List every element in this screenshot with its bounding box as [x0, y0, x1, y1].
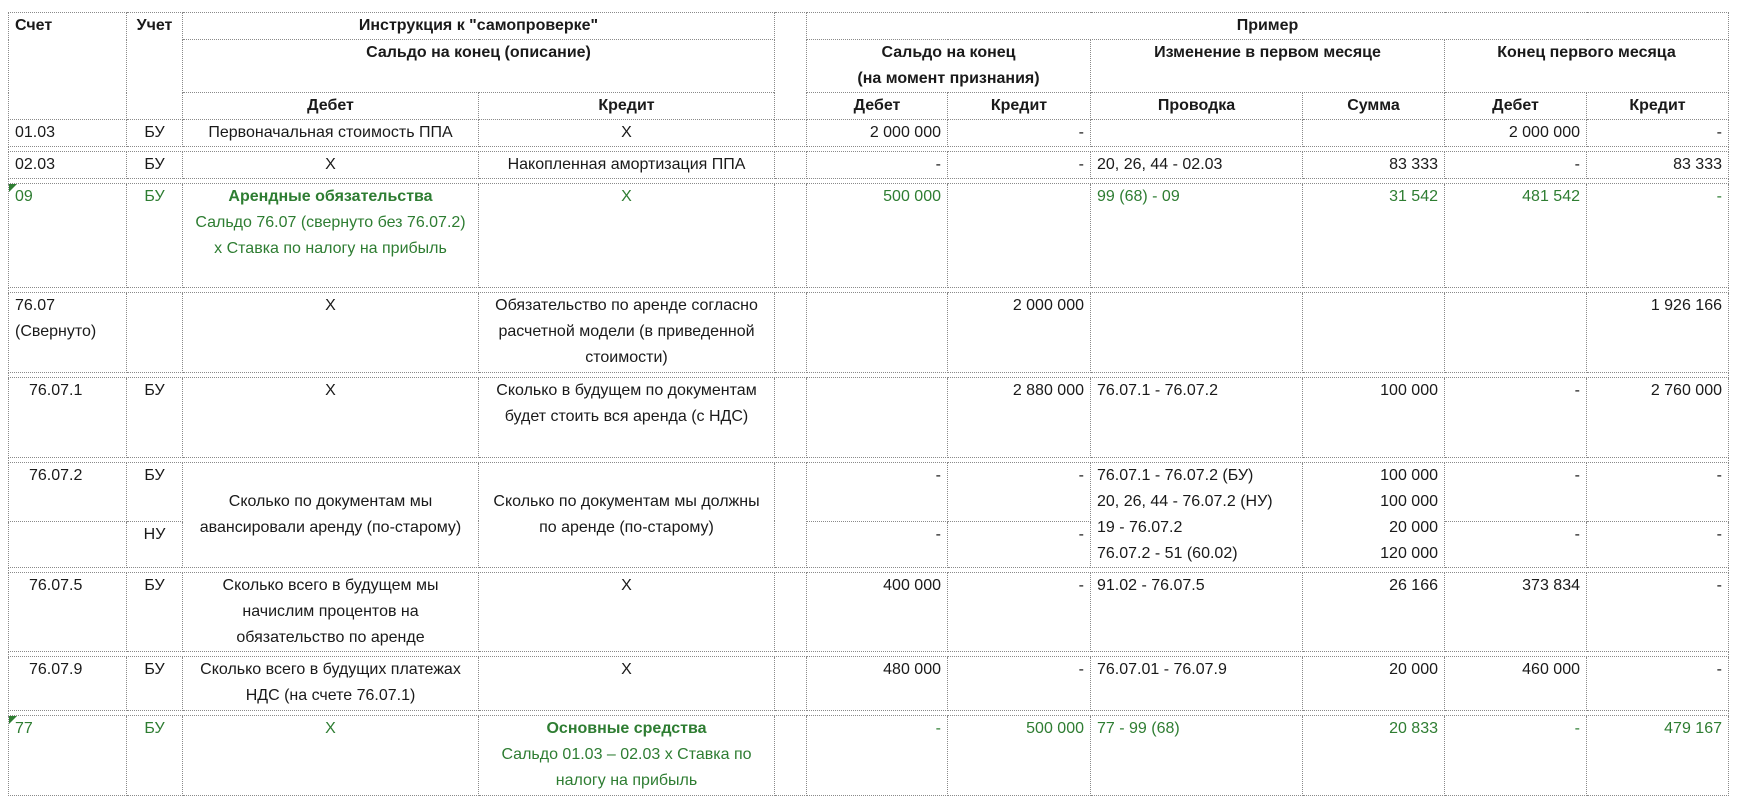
table-row	[9, 378, 1729, 458]
summa-cell: 20 833	[1303, 716, 1445, 796]
table-row	[9, 120, 1729, 147]
end-kredit-cell: 83 333	[1587, 152, 1729, 179]
provodka-cell	[1091, 293, 1303, 373]
uchet-cell: БУ	[127, 152, 183, 179]
summa-cell: 83 333	[1303, 152, 1445, 179]
summa-line: 100 000	[1380, 467, 1438, 484]
header-end-kredit: Кредит	[1587, 93, 1729, 120]
saldo-kredit-cell: 500 000	[948, 716, 1091, 796]
account-cell: 76.07.2	[9, 463, 127, 522]
summa-cell: 31 542	[1303, 184, 1445, 288]
end-kredit-cell: -	[1587, 573, 1729, 652]
desc-debet-cell: Сколько по документам мы авансировали аренду (по-старому)	[183, 463, 479, 568]
saldo-debet-cell: 500 000	[807, 184, 948, 288]
header-end-debet: Дебет	[1445, 93, 1587, 120]
saldo-debet-cell: 480 000	[807, 657, 948, 711]
desc-kredit-cell: X	[479, 573, 775, 652]
table-row	[9, 716, 1729, 796]
desc-kredit-cell: Накопленная амортизация ППА	[479, 152, 775, 179]
summa-cell: 100 000	[1303, 378, 1445, 458]
table-row	[9, 573, 1729, 652]
uchet-cell: БУ	[127, 378, 183, 458]
saldo-kredit-cell: -	[948, 657, 1091, 711]
comment-marker-icon	[9, 716, 17, 724]
summa-cell: 26 166	[1303, 573, 1445, 652]
header-desc-debet: Дебет	[183, 93, 479, 120]
provodka-cell: 20, 26, 44 - 02.03	[1091, 152, 1303, 179]
saldo-debet-cell: -	[807, 463, 948, 522]
saldo-kredit-cell: 2 000 000	[948, 293, 1091, 373]
saldo-debet-cell: -	[807, 521, 948, 567]
spacer-cell	[775, 378, 807, 458]
header-saldo-kredit: Кредит	[948, 93, 1091, 120]
desc-kredit-cell: Сколько в будущем по документам будет стоить вся аренда (с НДС)	[479, 378, 775, 458]
header-saldo-end-line1: Сальдо на конец	[881, 44, 1016, 61]
end-debet-cell: 373 834	[1445, 573, 1587, 652]
spacer-cell	[775, 120, 807, 147]
end-debet-cell: 481 542	[1445, 184, 1587, 288]
summa-line: 100 000	[1380, 493, 1438, 510]
header-saldo-description: Сальдо на конец (описание)	[183, 40, 775, 93]
header-example: Пример	[807, 13, 1729, 40]
end-kredit-cell: -	[1587, 521, 1729, 567]
table-row	[9, 152, 1729, 179]
header-saldo-end-line2: (на момент признания)	[857, 70, 1040, 87]
end-kredit-cell: -	[1587, 184, 1729, 288]
provodka-cell: 99 (68) - 09	[1091, 184, 1303, 288]
comment-marker-icon	[9, 184, 17, 192]
spacer-cell	[775, 463, 807, 568]
table-row	[9, 463, 1729, 522]
table-row	[9, 293, 1729, 373]
end-debet-cell: 2 000 000	[1445, 120, 1587, 147]
saldo-debet-cell: 400 000	[807, 573, 948, 652]
uchet-cell: БУ	[127, 573, 183, 652]
saldo-debet-cell: -	[807, 152, 948, 179]
spacer-cell	[775, 184, 807, 288]
saldo-kredit-cell: -	[948, 463, 1091, 522]
provodka-cell	[1091, 120, 1303, 147]
uchet-cell: БУ	[127, 184, 183, 288]
spacer-column-cell	[775, 13, 807, 120]
desc-debet-cell: Сколько всего в будущем мы начислим процентов на обязательство по аренде	[183, 573, 479, 652]
saldo-kredit-cell: -	[948, 573, 1091, 652]
provodka-line: 20, 26, 44 - 76.07.2 (НУ)	[1097, 493, 1273, 510]
account-cell	[9, 521, 127, 567]
header-provodka: Проводка	[1091, 93, 1303, 120]
end-kredit-cell: -	[1587, 120, 1729, 147]
account-cell	[9, 293, 127, 373]
table-row	[9, 657, 1729, 711]
desc-debet-cell: Первоначальная стоимость ППА	[183, 120, 479, 147]
spacer-cell	[775, 657, 807, 711]
header-desc-kredit: Кредит	[479, 93, 775, 120]
saldo-kredit-cell: -	[948, 152, 1091, 179]
summa-line: 20 000	[1389, 519, 1438, 536]
desc-kredit-cell: X	[479, 657, 775, 711]
desc-line: х Ставка по налогу на прибыль	[214, 240, 447, 257]
saldo-kredit-cell	[948, 184, 1091, 288]
desc-debet-cell: X	[183, 378, 479, 458]
header-saldo-debet: Дебет	[807, 93, 948, 120]
provodka-line: 76.07.1 - 76.07.2 (БУ)	[1097, 467, 1254, 484]
saldo-kredit-cell: 2 880 000	[948, 378, 1091, 458]
summa-cell	[1303, 120, 1445, 147]
spacer-cell	[775, 573, 807, 652]
desc-line: Сальдо 76.07 (свернуто без 76.07.2)	[195, 214, 466, 231]
header-end-first-month: Конец первого месяца	[1445, 40, 1729, 93]
desc-kredit-cell: X	[479, 184, 775, 288]
desc-debet-cell	[183, 184, 479, 288]
end-debet-cell: -	[1445, 378, 1587, 458]
account-cell: 76.07.5	[9, 573, 127, 652]
saldo-kredit-cell: -	[948, 120, 1091, 147]
spreadsheet-table	[8, 12, 1729, 796]
account-cell: 76.07.9	[9, 657, 127, 711]
spacer-cell	[775, 716, 807, 796]
header-saldo-end	[807, 40, 1091, 93]
desc-debet-cell: X	[183, 716, 479, 796]
account-cell: 01.03	[9, 120, 127, 147]
account-cell	[9, 184, 127, 288]
end-debet-cell: 460 000	[1445, 657, 1587, 711]
header-schet: Счет	[9, 13, 127, 120]
end-debet-cell	[1445, 293, 1587, 373]
summa-cell: 20 000	[1303, 657, 1445, 711]
spacer-cell	[775, 293, 807, 373]
provodka-cell: 91.02 - 76.07.5	[1091, 573, 1303, 652]
table-row	[9, 184, 1729, 288]
uchet-cell	[127, 293, 183, 373]
uchet-cell: БУ	[127, 657, 183, 711]
end-kredit-cell: -	[1587, 657, 1729, 711]
desc-kredit-cell: Сколько по документам мы должны по аренде (по-старому)	[479, 463, 775, 568]
summa-line: 120 000	[1380, 545, 1438, 562]
account-cell: 02.03	[9, 152, 127, 179]
saldo-debet-cell: -	[807, 716, 948, 796]
desc-title: Основные средства	[546, 720, 707, 737]
account-cell: 76.07.1	[9, 378, 127, 458]
provodka-cell: 76.07.01 - 76.07.9	[1091, 657, 1303, 711]
summa-cell	[1303, 293, 1445, 373]
end-debet-cell: -	[1445, 521, 1587, 567]
summa-cell	[1303, 463, 1445, 568]
end-kredit-cell: 479 167	[1587, 716, 1729, 796]
saldo-debet-cell	[807, 378, 948, 458]
header-instruction: Инструкция к "самопроверке"	[183, 13, 775, 40]
uchet-cell: НУ	[127, 521, 183, 567]
desc-kredit-cell: X	[479, 120, 775, 147]
desc-debet-cell: X	[183, 293, 479, 373]
saldo-kredit-cell: -	[948, 521, 1091, 567]
desc-kredit-cell	[479, 716, 775, 796]
account-sublabel: (Свернуто)	[15, 323, 97, 340]
header-summa: Сумма	[1303, 93, 1445, 120]
desc-debet-cell: Сколько всего в будущих платежах НДС (на счете 76.07.1)	[183, 657, 479, 711]
end-debet-cell: -	[1445, 152, 1587, 179]
account-label: 77	[15, 720, 33, 737]
end-debet-cell: -	[1445, 716, 1587, 796]
account-cell	[9, 716, 127, 796]
end-kredit-cell: 2 760 000	[1587, 378, 1729, 458]
saldo-debet-cell: 2 000 000	[807, 120, 948, 147]
provodka-cell: 77 - 99 (68)	[1091, 716, 1303, 796]
uchet-cell: БУ	[127, 120, 183, 147]
uchet-cell: БУ	[127, 463, 183, 522]
provodka-cell	[1091, 463, 1303, 568]
account-label: 09	[15, 188, 33, 205]
header-change-first-month: Изменение в первом месяце	[1091, 40, 1445, 93]
desc-title: Арендные обязательства	[228, 188, 433, 205]
spacer-cell	[775, 152, 807, 179]
provodka-line: 19 - 76.07.2	[1097, 519, 1183, 536]
account-label: 76.07	[15, 297, 56, 314]
provodka-line: 76.07.2 - 51 (60.02)	[1097, 545, 1238, 562]
saldo-debet-cell	[807, 293, 948, 373]
end-kredit-cell: -	[1587, 463, 1729, 522]
uchet-cell: БУ	[127, 716, 183, 796]
end-debet-cell: -	[1445, 463, 1587, 522]
provodka-cell: 76.07.1 - 76.07.2	[1091, 378, 1303, 458]
desc-kredit-cell: Обязательство по аренде согласно расчетной модели (в приведенной стоимости)	[479, 293, 775, 373]
desc-debet-cell: X	[183, 152, 479, 179]
header-uchet: Учет	[127, 13, 183, 120]
end-kredit-cell: 1 926 166	[1587, 293, 1729, 373]
desc-line: Сальдо 01.03 – 02.03 х Ставка по налогу на прибыль	[501, 746, 752, 789]
